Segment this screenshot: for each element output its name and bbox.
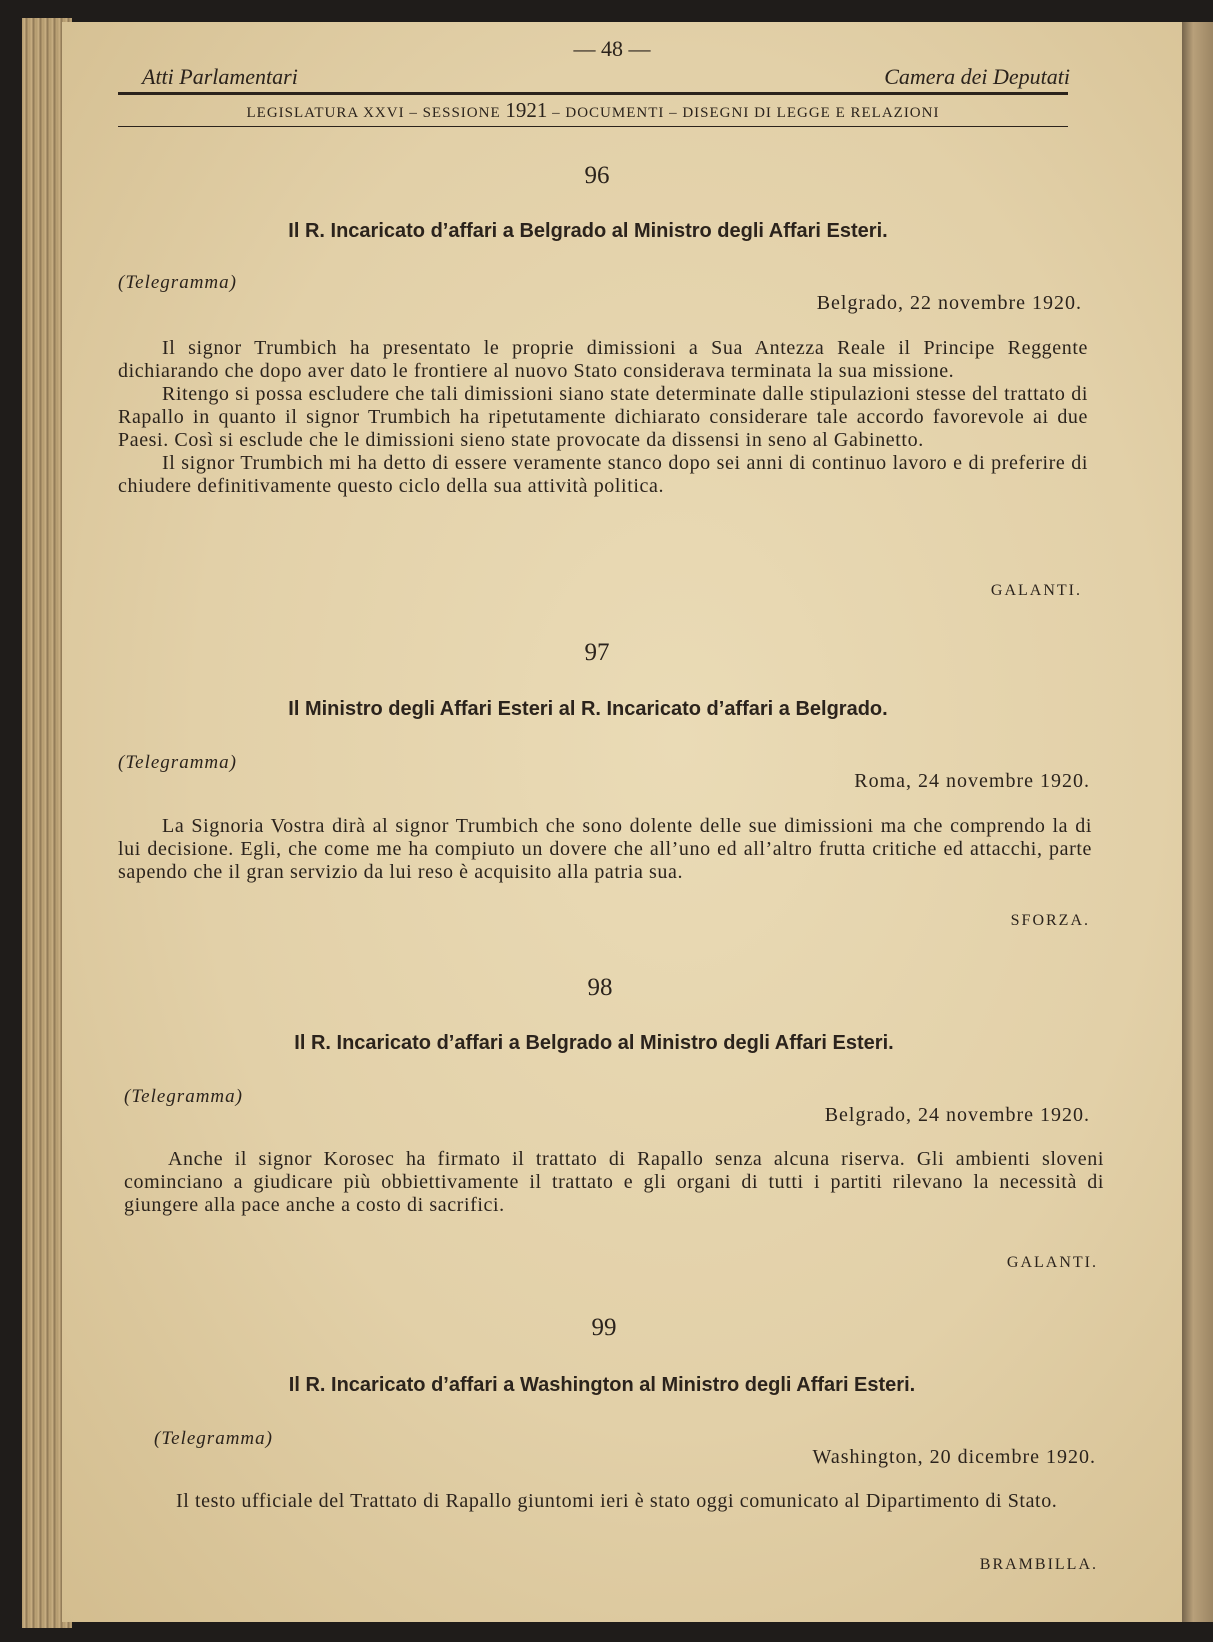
document-title: Il R. Incaricato d’affari a Belgrado al Ministro degli Affari Esteri. (294, 1032, 894, 1054)
paragraph: Anche il signor Korosec ha firmato il trattato di Rapallo senza alcuna riserva. Gli ambienti sloveni cominciano a giudicare più obbiettivamente il trattato e gli organi di tutti i partiti rilevano la necessità di giungere alla pace anche a costo di sacrifici. (124, 1148, 1104, 1216)
paragraph: Il signor Trumbich mi ha detto di essere veramente stanco dopo sei anni di continuo lavoro e di preferire di chiudere definitivamente questo ciclo della sua attività politica. (118, 452, 1088, 497)
document-body (118, 337, 1088, 498)
signature: BRAMBILLA. (979, 1556, 1098, 1573)
telegram-label: (Telegramma) (118, 752, 237, 773)
paragraph: La Signoria Vostra dirà al signor Trumbich che sono dolente delle sue dimissioni ma che comprendo la di lui decisione. Egli, che come me ha compiuto un dovere che all’uno ed all’altro frutta critiche ed attacchi, parte sapendo che il gran servizio da lui reso è acquisito alla patria sua. (118, 815, 1092, 883)
document-title: Il Ministro degli Affari Esteri al R. Incaricato d’affari a Belgrado. (288, 698, 888, 720)
document-number: 99 (591, 1314, 617, 1341)
document-number: 98 (587, 974, 613, 1001)
signature: GALANTI. (1006, 1254, 1098, 1271)
legislature-line (118, 98, 1068, 123)
document-title: Il R. Incaricato d’affari a Belgrado al Ministro degli Affari Esteri. (288, 220, 888, 242)
document-body (124, 1148, 1104, 1217)
running-header-right: Camera dei Deputati (884, 64, 1070, 89)
document-number: 96 (584, 162, 610, 189)
place-date: Belgrado, 24 novembre 1920. (824, 1104, 1090, 1126)
facing-page-edge (1180, 22, 1213, 1622)
running-header-left: Atti Parlamentari (142, 64, 298, 89)
paragraph: Il signor Trumbich ha presentato le proprie dimissioni a Sua Antezza Reale il Principe Reggente dichiarando che dopo aver dato le frontiere al nuovo Stato considerava terminata la sua missione. (118, 337, 1088, 382)
paragraph: Ritengo si possa escludere che tali dimissioni siano state determinate dalle stipulazioni stesse del trattato di Rapallo in quanto il signor Trumbich ha ripetutamente dichiarato considerare tale accordo favorevole ai due Paesi. Così si esclude che le dimissioni sieno state provocate da dissensi in seno al Gabinetto. (118, 383, 1088, 451)
page-number: — 48 — (573, 36, 651, 61)
document-body (118, 815, 1092, 884)
header-rule-thin (118, 126, 1068, 127)
header-rule (118, 92, 1068, 95)
document-title: Il R. Incaricato d’affari a Washington al Ministro degli Affari Esteri. (288, 1374, 916, 1396)
paragraph: Il testo ufficiale del Trattato di Rapallo giuntomi ieri è stato oggi comunicato al Dipartimento di Stato. (176, 1490, 1058, 1512)
place-date: Washington, 20 dicembre 1920. (812, 1446, 1096, 1468)
signature: SFORZA. (1010, 912, 1090, 929)
place-date: Roma, 24 novembre 1920. (854, 770, 1090, 792)
telegram-label: (Telegramma) (124, 1086, 243, 1107)
place-date: Belgrado, 22 novembre 1920. (816, 292, 1082, 314)
telegram-label: (Telegramma) (118, 272, 237, 293)
legislature-year: 1921 (505, 98, 548, 122)
signature: GALANTI. (990, 582, 1082, 599)
document-number: 97 (584, 639, 610, 666)
legislature-post: – DOCUMENTI – DISEGNI DI LEGGE E RELAZIONI (552, 105, 940, 121)
document-body (132, 1490, 1114, 1513)
document-page (62, 22, 1182, 1622)
telegram-label: (Telegramma) (154, 1428, 273, 1449)
legislature-pre: LEGISLATURA XXVI – SESSIONE (246, 105, 501, 121)
